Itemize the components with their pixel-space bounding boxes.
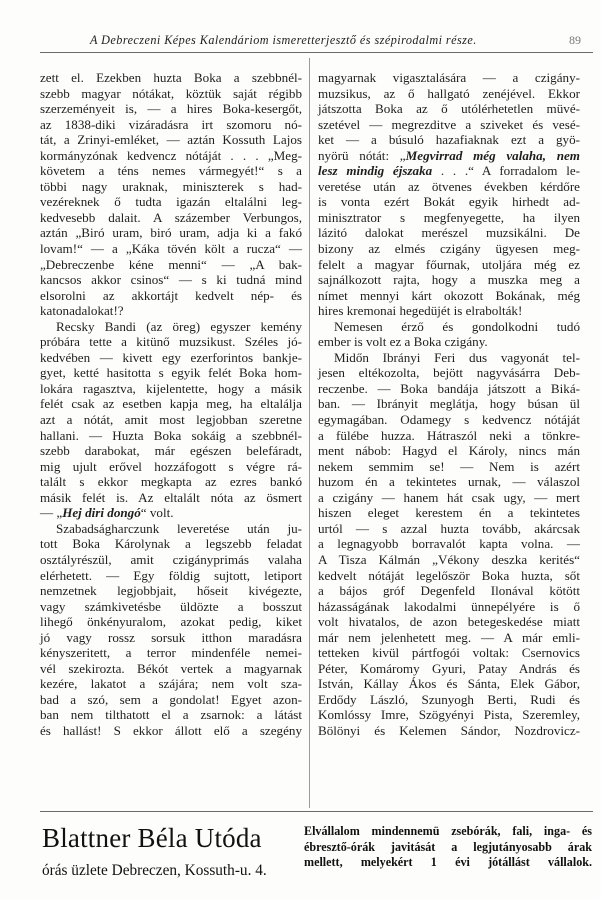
ad-text-line: Elvállalom mindennemü zsebórák, fali, inga- és: [304, 824, 592, 838]
text-line: aztán „Biró uram, biró uram, adja ki a fakó: [40, 225, 302, 241]
text-line: minisztrator s megfenyegette, ha ilyen: [318, 209, 580, 225]
left-column: [40, 70, 302, 739]
text-line: ment nábob: Hagyd el Károly, nincs mán: [318, 443, 580, 459]
text-line: gyet, ketté hasitotta s egyik felét Boka hom-: [40, 365, 302, 381]
italic-title: Megvirrad még valaha, nem: [405, 147, 580, 163]
text-line: István, Kállay Ákos és Sánta, Elek Gábor,: [318, 676, 580, 692]
text-line: kezére, lakatot a szájára; nem volt sza-: [40, 676, 302, 692]
text-line: a legnagyobb borravalót kapta volna. —: [318, 536, 580, 552]
advertisement-text: [304, 824, 592, 871]
text-line: szerzeményeit is, — a hires Boka-kesergőt,: [40, 101, 302, 117]
text-line: próbára tette a kitünő muzsikust. Széles jó-: [40, 334, 302, 350]
text-line: szetével — megrezditve a sziveket és vesé-: [318, 116, 580, 132]
text-line: is vonta ezért Bokát egyik hirhedt ad-: [318, 194, 580, 210]
text-line: vél szekirozta. Békót vertek a magyarnak: [40, 660, 302, 676]
text-line: kényszeritett, a terror mindenféle nemei-: [40, 645, 302, 661]
text-line: osztályrészül, amit czigányprimás valaha: [40, 551, 302, 567]
text-line: huzom én a tekintetes urnak, — válaszol: [318, 474, 580, 490]
text-line: jó vagy rossz sorsuk itthon maradásra: [40, 629, 302, 645]
advertisement: [0, 815, 601, 900]
text-line: kancsos akkor csinos“ — s ki tudná mind: [40, 272, 302, 288]
text-line: tott Boka Károlynak a legszebb feladat: [40, 536, 302, 552]
header-title: A Debreczeni Képes Kalendáriom ismeretterjesztő és szépirodalmi része.: [90, 33, 477, 47]
text-line: reczenbe. — Boka bandája játszott a Biká-: [318, 380, 580, 396]
text-line: Péter, Komáromy Gyuri, Patay András és: [318, 660, 580, 676]
text-line: lihegő önkényuralom, azokat pedig, kiket: [40, 614, 302, 630]
text-line: lovam!“ — a „Káka tövén költ a rucza“ —: [40, 241, 302, 257]
text-line: lokára ragasztva, kijelentette, hogy a másik: [40, 380, 302, 396]
text-line: ket — a búsuló hazafiaknak ezt a gyö-: [318, 132, 580, 148]
text-line: nyörü nótát: „Megvirrad még valaha, nem: [318, 147, 580, 163]
text-line: Erdődy László, Szunyogh Berti, Rudi és: [318, 691, 580, 707]
text-line: többi nagy uraknak, miniszterek s had-: [40, 178, 302, 194]
text-line: szebb magyar nótákat, köztük saját régibb: [40, 85, 302, 101]
text-line: követem a téns nemes vármegyét!“ s a: [40, 163, 302, 179]
text-line: elsorolni az akkortájt kedvelt nép- és: [40, 287, 302, 303]
text-line: vezéreknek ő tudta igazán eltalálni leg-: [40, 194, 302, 210]
text-line: ban. — Ibrányit meglátja, hogy búsan ül: [318, 396, 580, 412]
text-line: Recsky Bandi (az öreg) egyszer kemény: [56, 318, 302, 334]
text-line: bizony az elmés czigány ügyesen meg-: [318, 241, 580, 257]
text-line: az 1838-diki vizáradásra irt szomoru nó-: [40, 116, 302, 132]
text-line: zett el. Ezekben huzta Boka a szebbnél-: [40, 70, 302, 85]
text-line: hallani. — Huzta Boka sokáig a szebbnél-: [40, 427, 302, 443]
advertiser-name: Blattner Béla Utóda: [42, 823, 262, 853]
text-line: volt hivatalos, de azon betegeskedése miatt: [318, 614, 580, 630]
text-line: hires kremonai hegedüjét is elrabolták!: [318, 303, 523, 319]
text-line: kedvelt nótáját legelőször Boka huzta, sőt: [318, 567, 580, 583]
text-line: talált s ekkor megkapta az ezres bankó: [40, 474, 302, 490]
text-line: lesz mindig éjszaka . . .“ A forradalom le-: [318, 163, 580, 179]
text-line: nímet mennyi kárt okozott Bokának, még: [318, 287, 580, 303]
text-line: muzsikus, az ő hallgató zenéjével. Ekkor: [318, 85, 580, 101]
italic-title: Hej diri dongó: [62, 505, 141, 521]
text-line: bad a szó, sem a gondolat! Egyet azon-: [40, 691, 302, 707]
text-line: szebb darabokat, már egészen belefáradt,: [40, 443, 302, 459]
text-line: és hallást! S ekkor állott elő a szegény: [40, 722, 302, 738]
text-line: hiszen eleget kerestem én a tekintetes: [318, 505, 580, 521]
text-line: azt a nótát, amit most legjobban szeretne: [40, 412, 302, 428]
text-line: kormányzónak kedvencz nótáját . . . „Meg-: [40, 147, 302, 163]
page-number: 89: [569, 33, 581, 47]
text-line: nemzetnek legjobbjait, hőseit kivégezte,: [40, 583, 302, 599]
text-line: lázitó dalokat merészel muzsikálni. De: [318, 225, 580, 241]
text-line: a czigány — hanem hát csak ugy, — mert: [318, 489, 580, 505]
text-line: Nemesen érző és gondolkodni tudó: [334, 318, 580, 334]
text-line: másik felét is. Az eltalált nóta az ösmert: [40, 489, 302, 505]
text-line: házasságának lakodalmi ünnepélyére is ő: [318, 598, 580, 614]
advertiser-address: órás üzlete Debreczen, Kossuth-u. 4.: [42, 862, 267, 879]
ad-text-line: ébresztő-órák javitását a legjutányosabb árak: [304, 839, 592, 854]
text-line: magyarnak vigasztalására — a czigány-: [318, 70, 580, 85]
text-line: — „Hej diri dongó“ volt.: [40, 505, 174, 521]
header-rule: [40, 52, 593, 53]
text-line: A Tisza Kálmán „Vékony deszka kerités“: [318, 551, 580, 567]
text-line: vagy számkivetésbe üldözte a bosszut: [40, 598, 302, 614]
text-line: már nem jelenhetett meg. — A már emli-: [318, 629, 580, 645]
text-line: felét csak az esetben kapja meg, ha eltalálja: [40, 396, 302, 412]
column-divider: [309, 58, 310, 808]
running-header: [40, 33, 593, 51]
text-line: a fülébe huzza. Hátraszól neki a tönkre-: [318, 427, 580, 443]
text-line: veretése után az ötvenes években kérdőre: [318, 178, 580, 194]
text-line: Midőn Ibrányi Feri dus vagyonát tel-: [334, 349, 580, 365]
text-line: kedvesebb dalait. A százember Verbungos,: [40, 209, 302, 225]
text-line: játszotta Boka az ő utólérhetetlen müvé-: [318, 101, 580, 117]
text-line: nekem semmim se! — Nem is azért: [318, 458, 580, 474]
text-line: kedvében — kivett egy ezerforintos bankje-: [40, 349, 302, 365]
text-line: ember is volt ez a Boka czigány.: [318, 334, 488, 350]
text-line: Komlóssy Imre, Szögyényi Pista, Szeremley,: [318, 707, 580, 723]
text-line: sajnálkozott rajta, hogy a muszka meg a: [318, 272, 580, 288]
text-line: Szabadságharczunk leveretése után ju-: [56, 520, 302, 536]
text-line: katonadalokat!?: [40, 303, 124, 319]
ad-text-line: mellett, melyekért 1 évi jótállást vállalok.: [304, 855, 592, 869]
text-line: ban nem tilthatott el a zsarnok: a látást: [40, 707, 302, 723]
text-line: egymagában. Odamegy s kedvencz nótáját: [318, 412, 580, 428]
italic-title: lesz mindig éjszaka: [318, 163, 433, 179]
text-line: a bájos gróf Degenfeld Ilonával kötött: [318, 583, 580, 599]
text-line: jesen eltékozolta, bejött nagyvásárra Deb-: [318, 365, 580, 381]
text-line: felelt a magyar főurnak, utoljára még ez: [318, 256, 580, 272]
text-line: „Debreczenbe kéne menni“ — „A bak-: [40, 256, 302, 272]
text-line: tát, a Zrinyi-emléket, — aztán Kossuth Lajos: [40, 132, 302, 148]
footer-rule: [40, 811, 593, 812]
right-column: [318, 70, 580, 739]
text-line: elérhetett. — Egy földig sujtott, letiport: [40, 567, 302, 583]
text-line: Bölönyi és Kelemen Sándor, Nozdrovicz-: [318, 722, 580, 738]
text-line: tetteken kivül pártfogói voltak: Csernovics: [318, 645, 580, 661]
text-line: urtól — s azzal huzta tovább, akárcsak: [318, 520, 580, 536]
text-line: mig ujult erővel hozzáfogott s végre rá-: [40, 458, 302, 474]
